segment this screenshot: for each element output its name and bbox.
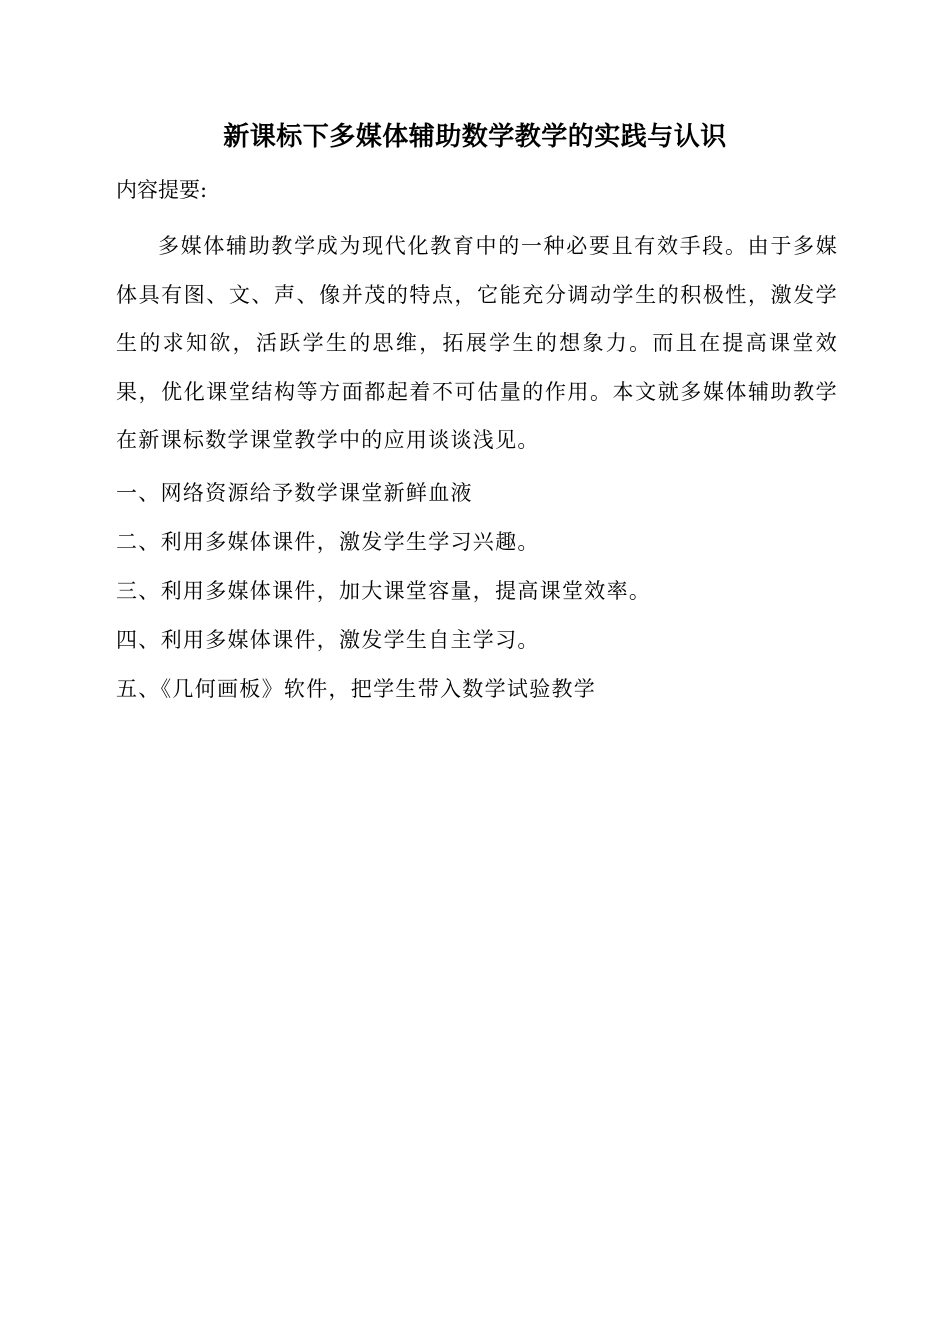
abstract-paragraph: 多媒体辅助教学成为现代化教育中的一种必要且有效手段。由于多媒体具有图、文、声、像并茂的特点，它能充分调动学生的积极性，激发学生的求知欲，活跃学生的思维，拓展学生的想象力。而且在提高课堂效果，优化课堂结构等方面都起着不可估量的作用。本文就多媒体辅助教学在新课标数学课堂教学中的应用谈谈浅见。 (116, 234, 838, 452)
abstract-label: 内容提要: (116, 178, 208, 202)
outline-item: 二、利用多媒体课件，激发学生学习兴趣。 (116, 530, 540, 554)
outline-item: 五、《几何画板》软件，把学生带入数学试验教学 (116, 677, 597, 701)
outline-item: 四、利用多媒体课件，激发学生自主学习。 (116, 628, 540, 652)
outline-item: 一、网络资源给予数学课堂新鲜血液 (116, 481, 473, 505)
outline-item: 三、利用多媒体课件，加大课堂容量，提高课堂效率。 (116, 579, 652, 603)
document-title: 新课标下多媒体辅助数学教学的实践与认识 (223, 122, 727, 152)
outline-list (116, 469, 651, 714)
